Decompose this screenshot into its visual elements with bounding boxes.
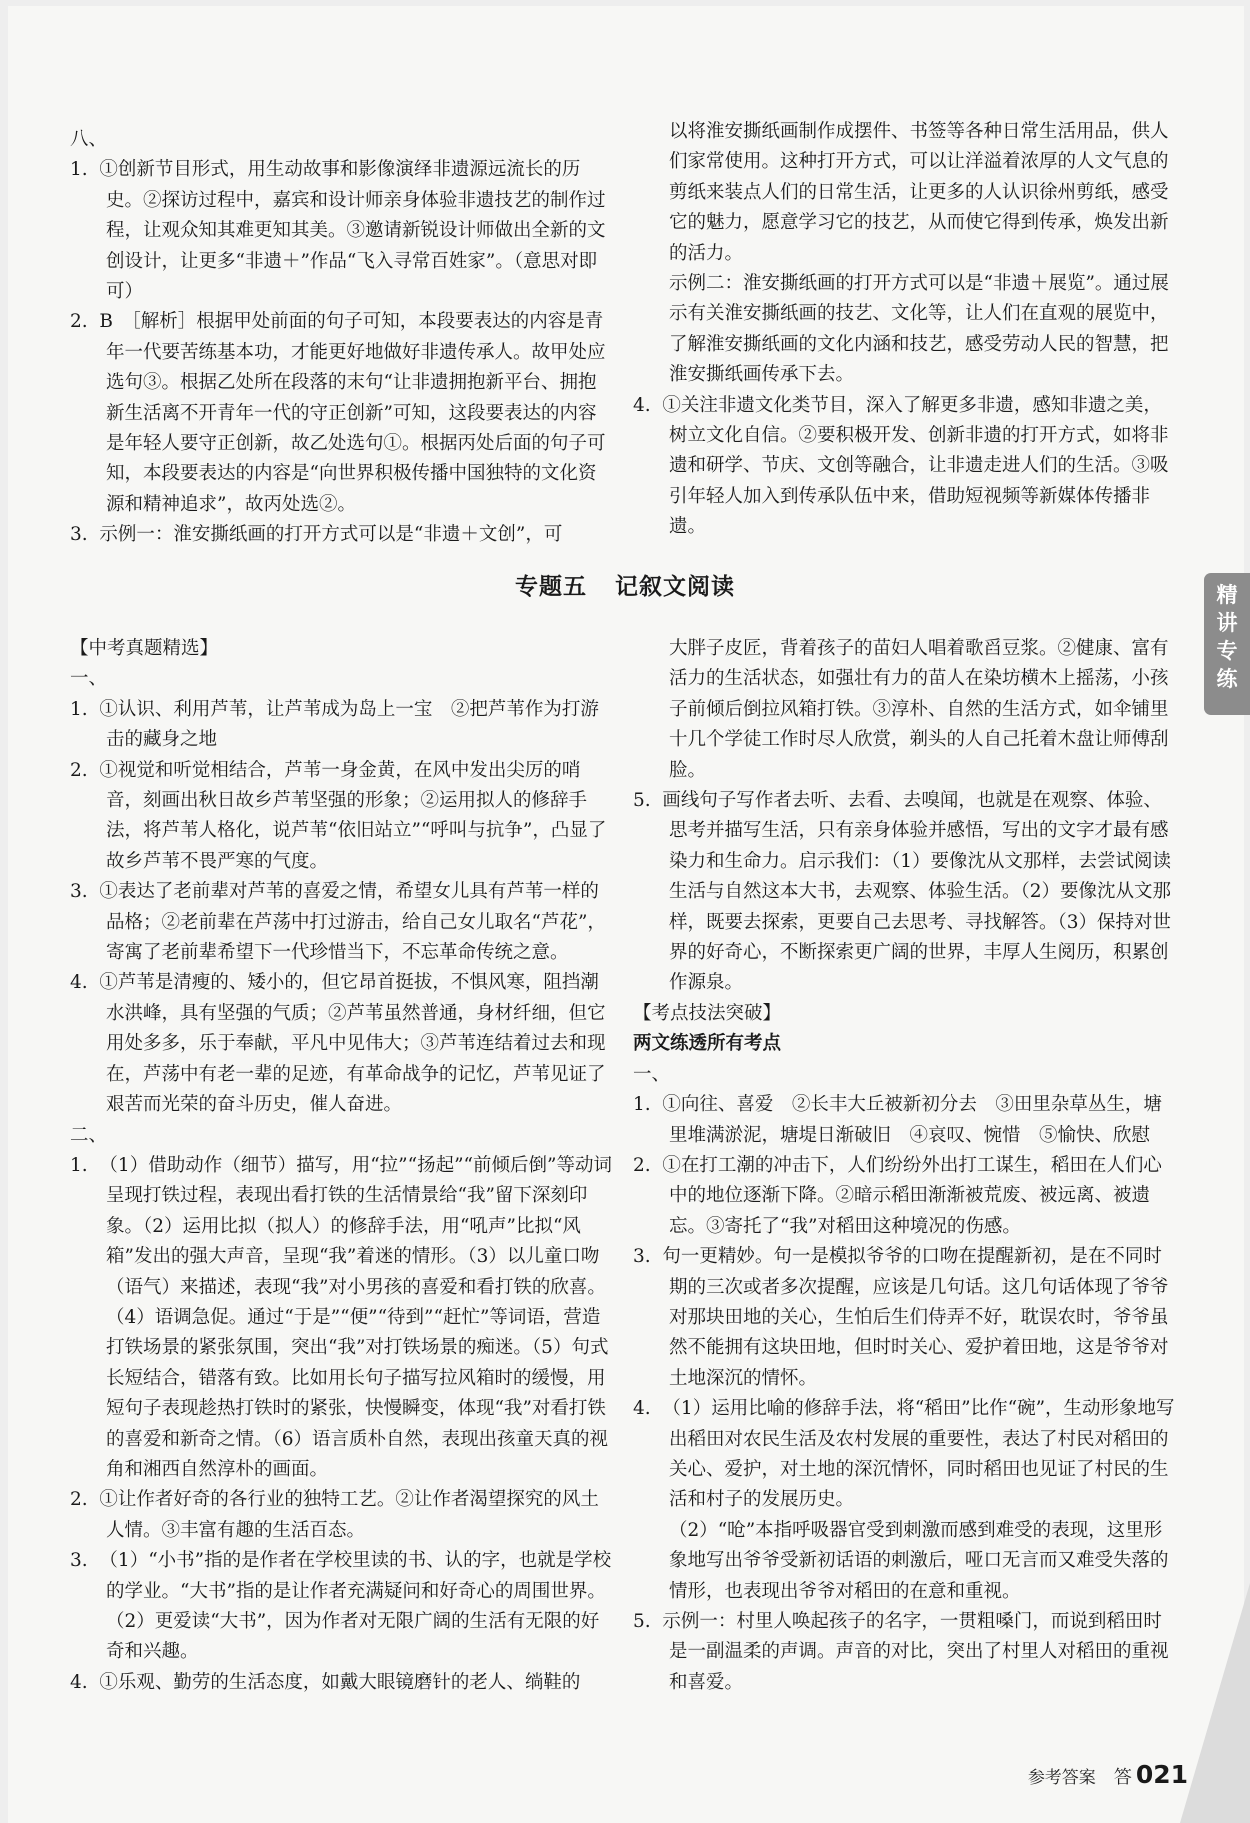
item-number: 2. (70, 759, 88, 781)
answer-item (70, 1668, 612, 1698)
answer-item (633, 1607, 1178, 1698)
item-text: ①关注非遗文化类节目，深入了解更多非遗，感知非遗之美，树立文化自信。②要积极开发、创新非遗的打开方式，如将非遗和研学、节庆、文创等融合，让非遗走进人们的生活。③吸引年轻人加入到传承队伍中来，借助短视频等新媒体传播非遗。 (662, 394, 1169, 538)
section-title-part1: 专题五 (515, 574, 587, 600)
answer-item (70, 1546, 612, 1668)
answer-item (633, 1151, 1178, 1242)
item-number: 1. (70, 1154, 88, 1176)
item-text: 句一更精妙。句一是模拟爷爷的口吻在提醒新初，是在不同时期的三次或者多次提醒，应该是几句话。这几句话体现了爷爷对那块田地的关心，生怕后生们侍弄不好，耽误农时，爷爷虽然不能拥有这块田地，但时时关心、爱护着田地，这是爷爷对土地深沉的情怀。 (662, 1246, 1169, 1389)
item-text: 示例一：村里人唤起孩子的名字，一贯粗嗓门，而说到稻田时是一副温柔的声调。声音的对比，突出了村里人对稻田的重视和喜爱。 (662, 1611, 1169, 1693)
item-text: （1）借助动作（细节）描写，用“拉”“扬起”“前倾后倒”等动词呈现打铁过程，表现出看打铁的生活情景给“我”留下深刻印象。（2）运用比拟（拟人）的修辞手法，用“吼声”比拟“风箱”发出的强大声音，呈现“我”着迷的情形。（3）以儿童口吻（语气）来描述，表现“我”对小男孩的喜爱和看打铁的欣喜。（4）语调急促。通过“于是”“便”“待到”“赶忙”等词语，营造打铁场景的紧张氛围，突出“我”对打铁场景的痴迷。（5）句式长短结合，错落有致。比如用长句子描写拉风箱时的缓慢，用短句子表现趁热打铁时的紧张，快慢瞬变，体现“我”对看打铁的喜爱和新奇之情。（6）语言质朴自然，表现出孩童天真的视角和湘西自然淳朴的画面。 (99, 1154, 612, 1480)
item-number: 4. (70, 972, 88, 994)
answer-item (70, 756, 612, 878)
item-number: 3. (633, 1246, 651, 1268)
section-heading: 一、 (70, 668, 108, 690)
section-label: 【考点技法突破】 (633, 1002, 782, 1024)
section-heading: 八、 (70, 129, 108, 150)
bottom-right-column (633, 634, 1178, 1698)
page-number: 021 (1135, 1760, 1188, 1789)
continued-text: 大胖子皮匠，背着孩子的苗妇人唱着歌舀豆浆。②健康、富有活力的生活状态，如强壮有力的苗人在染坊横木上摇荡，小孩子前倾后倒拉风箱打铁。③淳朴、自然的生活方式，如伞铺里十几个学徒工作时尽人欣赏，剃头的人自己托着木盘让师傅刮脸。 (669, 638, 1169, 781)
item-text: 画线句子写作者去听、去看、去嗅闻，也就是在观察、体验、思考并描写生活，只有亲身体验并感悟，写出的文字才最有感染力和生命力。启示我们：（1）要像沈从文那样，去尝试阅读生活与自然这本大书，去观察、体验生活。（2）要像沈从文那样，既要去探索，更要自己去思考、寻找解答。（3）保持对世界的好奇心，不断探索更广阔的世界，丰厚人生阅历，积累创作源泉。 (662, 790, 1172, 994)
section-title (0, 568, 1250, 601)
section-heading: 二、 (70, 1124, 108, 1146)
item-number: 1. (633, 1094, 651, 1116)
item-text: （1）运用比喻的修辞手法，将“稻田”比作“碗”，生动形象地写出稻田对农民生活及农村发展的重要性，表达了村民对稻田的关心、爱护，对土地的深沉情怀，同时稻田也见证了村民的生活和村子的发展历史。 (662, 1398, 1175, 1511)
continued-text: （2）“呛”本指呼吸器官受到刺激而感到难受的表现，这里形象地写出爷爷受新初话语的刺激后，哑口无言而又难受失落的情形，也表现出爷爷对稻田的在意和重视。 (669, 1519, 1169, 1602)
answer-item (70, 155, 612, 307)
subsection-heading: 两文练透所有考点 (633, 1033, 782, 1055)
item-text: ①表达了老前辈对芦苇的喜爱之情，希望女儿具有芦苇一样的品格；②老前辈在芦荡中打过游击，给自己女儿取名“芦花”，寄寓了老前辈希望下一代珍惜当下，不忘革命传统之意。 (99, 881, 606, 964)
answer-item (633, 1242, 1178, 1394)
item-text: 示例一：淮安撕纸画的打开方式可以是“非遗＋文创”，可 (99, 524, 563, 546)
item-number: 4. (633, 1398, 651, 1420)
section-title-part2: 记叙文阅读 (615, 574, 735, 600)
item-number: 2. (70, 1489, 88, 1511)
answer-item (633, 391, 1178, 543)
continued-text: 以将淮安撕纸画制作成摆件、书签等各种日常生活用品，供人们家常使用。这种打开方式，可以让洋溢着浓厚的人文气息的剪纸来装点人们的日常生活，让更多的人认识徐州剪纸，感受它的魅力，愿意学习它的技艺，从而使它得到传承，焕发出新的活力。 (669, 121, 1169, 264)
footer-prefix: 答 (1113, 1767, 1132, 1788)
item-number: 2. (70, 311, 88, 333)
item-number: 4. (70, 1671, 88, 1693)
answer-item (633, 1394, 1178, 1516)
item-number: 1. (70, 159, 88, 181)
item-text: B ［解析］根据甲处前面的句子可知，本段要表达的内容是青年一代要苦练基本功，才能更好地做好非遗传承人。故甲处应选句③。根据乙处所在段落的末句“让非遗拥抱新平台、拥抱新生活离不开青年一代的守正创新”可知，这段要表达的内容是年轻人要守正创新，故乙处选句①。根据丙处后面的句子可知，本段要表达的内容是“向世界积极传播中国独特的文化资源和精神追求”，故丙处选②。 (99, 311, 606, 515)
item-text: ①乐观、勤劳的生活态度，如戴大眼镜磨针的老人、绱鞋的 (99, 1671, 581, 1693)
answer-item (70, 520, 612, 550)
item-text: ①认识、利用芦苇，让芦苇成为岛上一宝 ②把芦苇作为打游击的藏身之地 (99, 698, 599, 751)
item-text: ①向往、喜爱 ②长丰大丘被新初分去 ③田里杂草丛生，塘里堆满淤泥，塘堤日渐破旧 ④哀叹、惋惜 ⑤愉快、欣慰 (662, 1094, 1162, 1146)
item-text: ①让作者好奇的各行业的独特工艺。②让作者渴望探究的风土人情。③丰富有趣的生活百态。 (99, 1489, 599, 1541)
item-text: ①芦苇是清瘦的、矮小的，但它昂首挺拔，不惧风寒，阻挡潮水洪峰，具有坚强的气质；②芦苇虽然普通，身材纤细，但它用处多多，乐于奉献，平凡中见伟大；③芦苇连结着过去和现在，芦荡中有老一辈的足迹，有革命战争的记忆，芦苇见证了艰苦而光荣的奋斗历史，催人奋进。 (99, 972, 606, 1116)
item-number: 4. (633, 394, 651, 416)
item-number: 2. (633, 1154, 651, 1176)
section-label: 【中考真题精选】 (70, 638, 219, 659)
side-tab (1204, 573, 1250, 715)
item-number: 3. (70, 1550, 88, 1572)
answer-item (70, 1151, 612, 1485)
item-number: 3. (70, 524, 88, 546)
item-text: ①视觉和听觉相结合，芦苇一身金黄，在风中发出尖厉的哨音，刻画出秋日故乡芦苇坚强的形象；②运用拟人的修辞手法，将芦苇人格化，说芦苇“依旧站立”“呼叫与抗争”，凸显了故乡芦苇不畏严寒的气度。 (99, 759, 607, 872)
item-text: ①创新节目形式，用生动故事和影像演绎非遗源远流长的历史。②探访过程中，嘉宾和设计师亲身体验非遗技艺的制作过程，让观众知其难更知其美。③邀请新锐设计师做出全新的文创设计，让更多“非遗＋”作品“飞入寻常百姓家”。（意思对即可） (99, 159, 606, 303)
item-number: 5. (633, 790, 651, 812)
page-footer (1028, 1760, 1188, 1789)
top-left-column (70, 125, 612, 551)
page-curl-shadow (1180, 1583, 1250, 1823)
side-tab-label: 精讲专练 (1216, 583, 1238, 691)
answer-item (633, 1090, 1178, 1151)
bottom-left-column (70, 634, 612, 1698)
continued-text: 示例二：淮安撕纸画的打开方式可以是“非遗＋展览”。通过展示有关淮安撕纸画的技艺、文化等，让人们在直观的展览中，了解淮安撕纸画的文化内涵和技艺，感受劳动人民的智慧，把淮安撕纸画传承下去。 (669, 273, 1169, 386)
answer-item (70, 968, 612, 1120)
answer-item (633, 786, 1178, 999)
item-number: 1. (70, 698, 88, 720)
answer-item (70, 307, 612, 520)
answer-item (70, 695, 612, 756)
section-heading: 一、 (633, 1063, 671, 1085)
item-text: （1）“小书”指的是作者在学校里读的书、认的字，也就是学校的学业。“大书”指的是让作者充满疑问和好奇心的周围世界。（2）更爱读“大书”，因为作者对无限广阔的生活有无限的好奇和兴趣。 (99, 1550, 612, 1663)
footer-label: 参考答案 (1027, 1768, 1096, 1788)
item-number: 5. (633, 1611, 651, 1632)
top-right-column (633, 117, 1178, 543)
answer-item (70, 1485, 612, 1546)
item-number: 3. (70, 881, 88, 903)
answer-item (70, 877, 612, 968)
item-text: ①在打工潮的冲击下，人们纷纷外出打工谋生，稻田在人们心中的地位逐渐下降。②暗示稻田渐渐被荒废、被远离、被遗忘。③寄托了“我”对稻田这种境况的伤感。 (662, 1154, 1162, 1237)
